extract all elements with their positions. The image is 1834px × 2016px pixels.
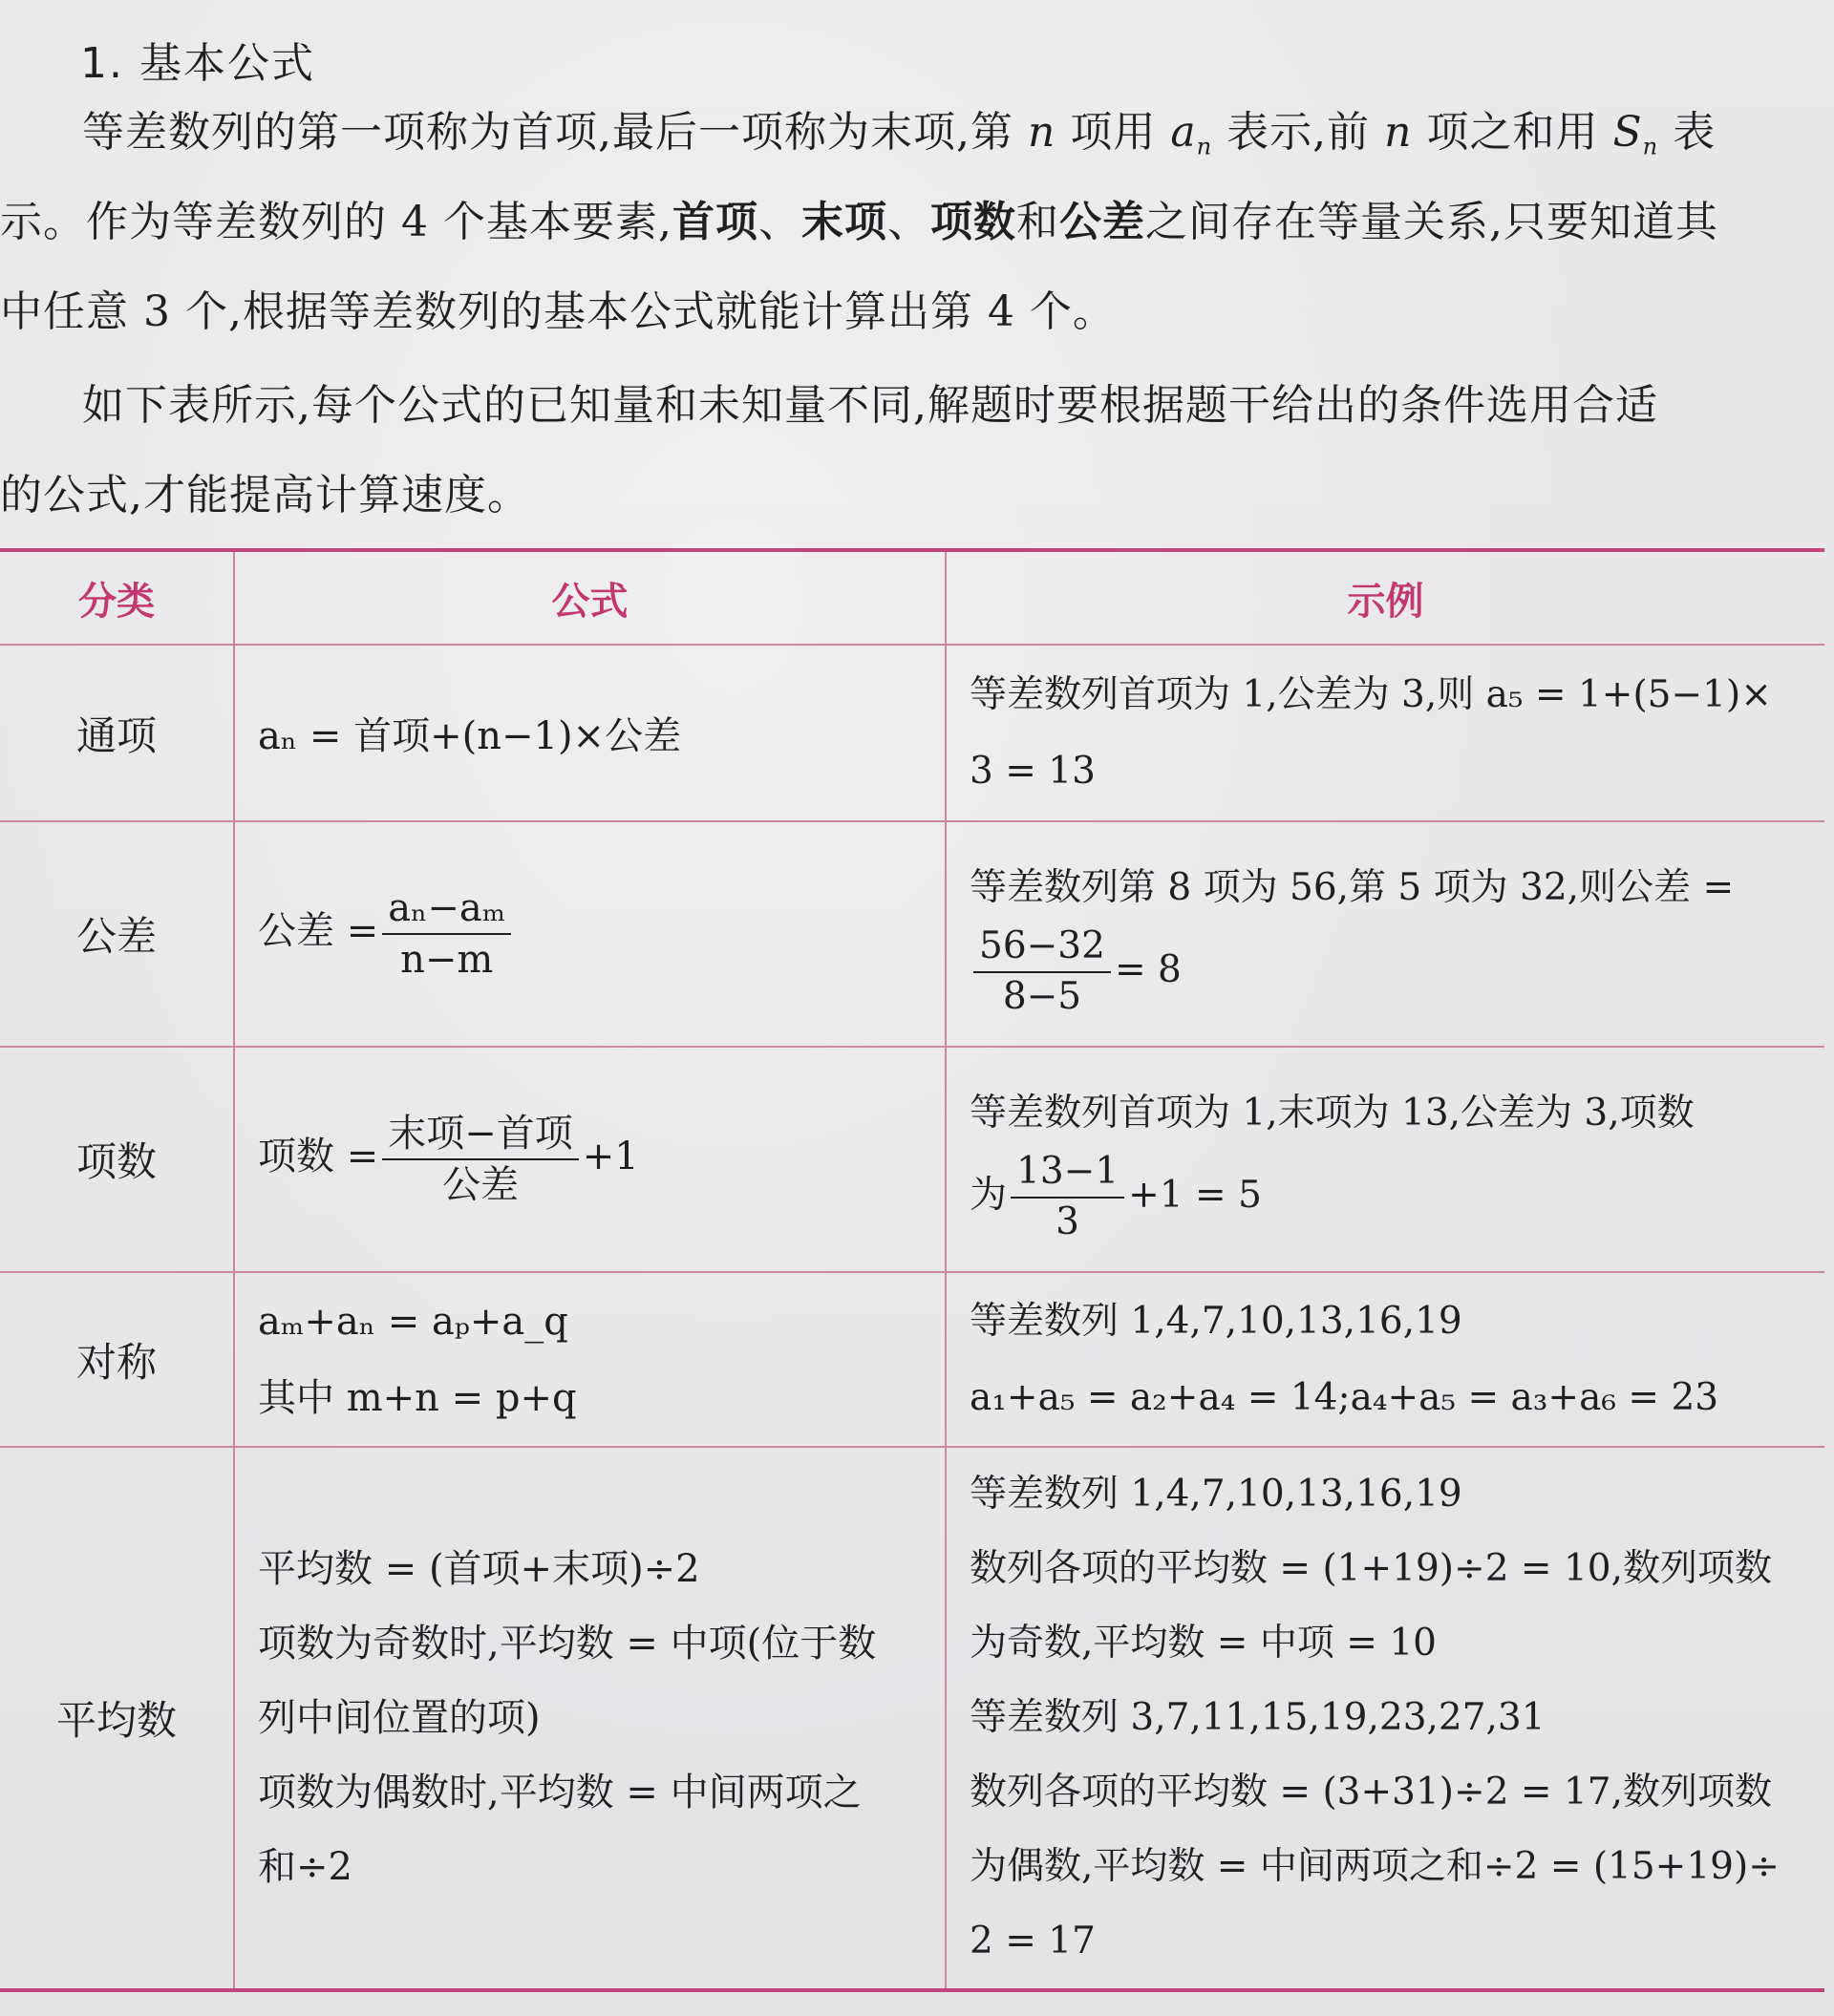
row-formula: 公差 = $\frac{\text{aₙ−aₘ}}{n-m}$ [234,821,946,1047]
intro-paragraph [0,88,1826,357]
row-example: 等差数列 1,4,7,10,13,16,19 数列各项的平均数 = (1+19)÷2 = 10,数列项数 为奇数,平均数 = 中项 = 10 等差数列 3,7,11,15,19,23,27,31 数列各项的平均数 = (3+31)÷2 = 17,数列项数 为偶数,平均数 = 中间两项之和÷2 = (15+19)÷ 2 = 17 [946,1447,1824,1990]
row-category: 对称 [0,1272,234,1447]
fraction: $\frac{13-1}{3}$ [1011,1152,1124,1243]
header-formula: 公式 [234,550,946,645]
intro-line-1: 等差数列的第一项称为首项,最后一项称为末项,第 n 项用 $a_n$ 表示,前 n 项之和用 $S_n$ 表 [82,108,1717,160]
row-formula: 项数 = $\frac{\text{末项−首项}}{\text{公差}}$ +1 [234,1047,946,1272]
row-category: 公差 [0,821,234,1047]
row-example: 等差数列首项为 1,末项为 13,公差为 3,项数 为 $\frac{13-1}{3}$ +1 = 5 [946,1047,1824,1272]
table-row [0,645,1824,821]
term-count: 项数 [929,198,1016,246]
row-example: 等差数列首项为 1,公差为 3,则 a₅ = 1+(5−1)× 3 = 13 [946,645,1824,821]
table-row [0,1047,1824,1272]
intro-line-3: 中任意 3 个,根据等差数列的基本公式就能计算出第 4 个。 [0,287,1116,336]
header-category: 分类 [0,550,234,645]
fraction: $\frac{\text{末项−首项}}{\text{公差}}$ [382,1113,579,1206]
row-example: 等差数列第 8 项为 56,第 5 项为 32,则公差 = $\frac{56-32}{8-5}$ = 8 [946,821,1824,1047]
term-diff: 公差 [1058,198,1145,246]
row-formula: 平均数 = (首项+末项)÷2 项数为奇数时,平均数 = 中项(位于数 列中间位置的项) 项数为偶数时,平均数 = 中间两项之 和÷2 [234,1447,946,1990]
row-example: 等差数列 1,4,7,10,13,16,19 a₁+a₅ = a₂+a₄ = 14;a₄+a₅ = a₃+a₆ = 23 [946,1272,1824,1447]
row-category: 项数 [0,1047,234,1272]
formula-table [0,548,1824,1992]
section-heading: 1. 基本公式 [80,39,315,88]
fraction: $\frac{\text{aₙ−aₘ}}{n-m}$ [382,887,511,981]
table-intro-line-1: 如下表所示,每个公式的已知量和未知量不同,解题时要根据题干给出的条件选用合适 [82,381,1658,430]
row-formula: aₘ+aₙ = aₚ+a_q 其中 m+n = p+q [234,1272,946,1447]
row-category: 通项 [0,645,234,821]
table-row [0,1272,1824,1447]
table-row [0,821,1824,1047]
row-category: 平均数 [0,1447,234,1990]
table-intro-paragraph [0,361,1826,541]
row-formula: aₙ = 首项+(n−1)×公差 [234,645,946,821]
term-last: 末项 [800,198,887,246]
header-example: 示例 [946,550,1824,645]
intro-line-2: 示。作为等差数列的 4 个基本要素,首项、末项、项数和公差之间存在等量关系,只要知道其 [0,198,1718,246]
fraction: $\frac{56-32}{8-5}$ [973,926,1111,1018]
table-row [0,1447,1824,1990]
table-header-row [0,550,1824,645]
table-intro-line-2: 的公式,才能提高计算速度。 [0,471,530,520]
term-first: 首项 [672,198,758,246]
